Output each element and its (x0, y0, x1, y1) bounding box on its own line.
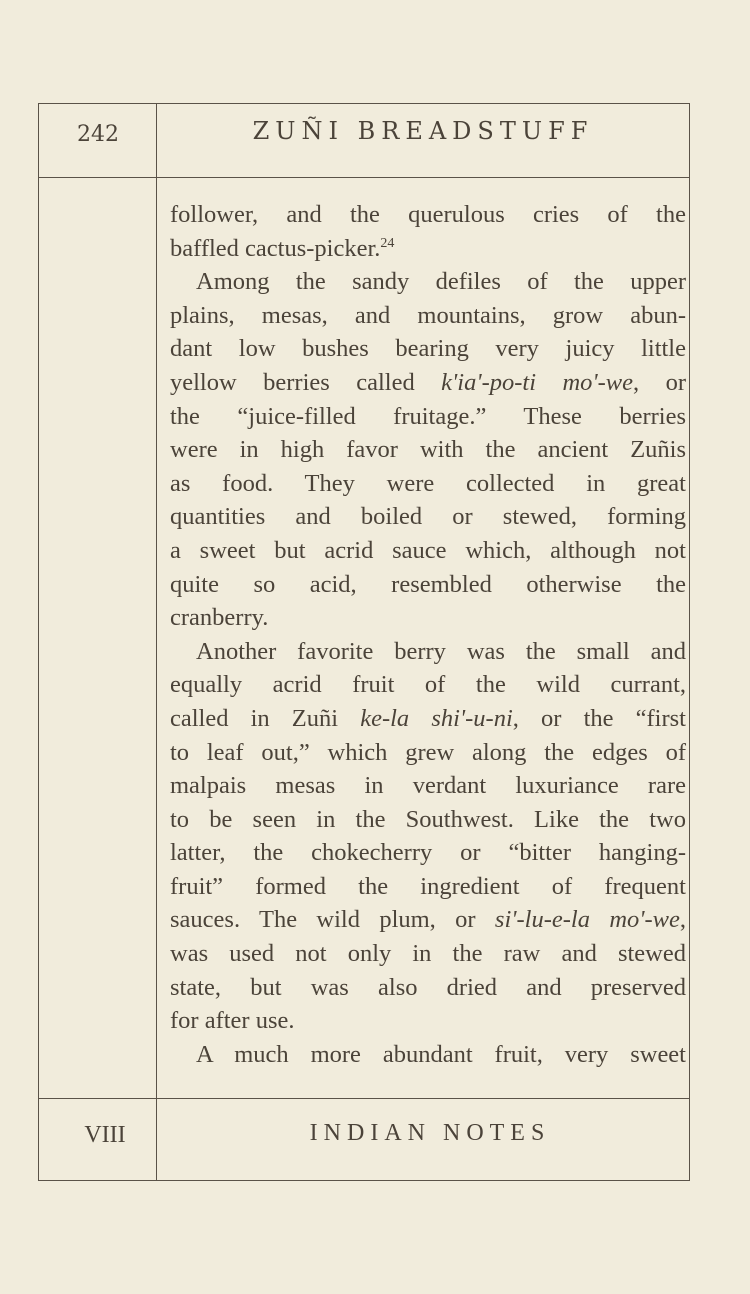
text-segment: fruit” formed the ingredient of frequent (170, 872, 686, 900)
text-segment: A much more abundant fruit, very sweet (196, 1040, 686, 1068)
series-title: INDIAN NOTES (309, 1120, 551, 1146)
text-segment: baffled cactus-picker. (170, 234, 381, 262)
text-line (170, 803, 686, 837)
running-title: ZUÑI BREADSTUFF (252, 117, 594, 145)
section-number: VIII (84, 1122, 126, 1148)
page-number: 242 (77, 122, 119, 147)
text-segment: yellow berries called (170, 368, 442, 396)
text-line (170, 400, 686, 434)
text-segment: to leaf out,” which grew along the edges of (170, 738, 686, 766)
text-segment: were in high favor with the ancient Zuñis (170, 436, 686, 464)
text-line (170, 635, 686, 669)
text-line (170, 702, 686, 736)
text-line (170, 870, 686, 904)
header-divider (38, 177, 690, 178)
text-segment: as food. They were collected in great (170, 469, 686, 497)
text-segment: state, but was also dried and preserved (170, 973, 686, 1001)
text-line (170, 500, 686, 534)
footer-divider (38, 1098, 690, 1099)
text-segment: plains, mesas, and mountains, grow abun- (170, 301, 686, 329)
text-segment: quite so acid, resembled otherwise the (170, 570, 686, 598)
text-segment: , or (633, 368, 686, 396)
text-line (170, 903, 686, 937)
text-line (170, 971, 686, 1005)
text-line (170, 1004, 686, 1038)
text-line (170, 937, 686, 971)
margin-divider (156, 103, 157, 1181)
text-line (170, 836, 686, 870)
text-segment: malpais mesas in verdant luxuriance rare (170, 772, 686, 800)
text-line (170, 467, 686, 501)
text-segment: a sweet but acrid sauce which, although not (170, 536, 686, 564)
text-line (170, 265, 686, 299)
text-line (170, 332, 686, 366)
text-line (170, 299, 686, 333)
text-segment: sauces. The wild plum, or (170, 906, 495, 934)
text-line (170, 1038, 686, 1072)
text-line (170, 568, 686, 602)
text-line (170, 736, 686, 770)
text-line (170, 668, 686, 702)
text-segment: equally acrid fruit of the wild currant, (170, 671, 686, 699)
text-segment: , or the “first (512, 704, 686, 732)
text-segment: to be seen in the Southwest. Like the two (170, 805, 686, 833)
text-line (170, 198, 686, 232)
text-line (170, 769, 686, 803)
text-segment: Among the sandy defiles of the upper (196, 268, 686, 296)
italic-term: k'ia'-po-ti mo'-we (441, 368, 633, 396)
text-line (170, 534, 686, 568)
text-segment: for after use. (170, 1007, 295, 1035)
text-segment: was used not only in the raw and stewed (170, 940, 686, 968)
text-segment: cranberry. (170, 604, 269, 632)
text-line (170, 433, 686, 467)
text-segment: dant low bushes bearing very juicy little (170, 335, 686, 363)
text-segment: follower, and the querulous cries of the (170, 201, 686, 228)
text-line (170, 601, 686, 635)
body-text (170, 198, 686, 1071)
text-segment: the “juice-filled fruitage.” These berries (170, 402, 686, 430)
text-segment: Another favorite berry was the small and (196, 637, 686, 665)
text-segment: quantities and boiled or stewed, forming (170, 503, 686, 531)
italic-term: si'-lu-e-la mo'-we (494, 906, 680, 934)
text-line (170, 366, 686, 400)
italic-term: ke-la shi'-u-ni (360, 704, 513, 732)
text-segment: , (679, 906, 686, 934)
text-segment: latter, the chokecherry or “bitter hanging- (170, 839, 686, 867)
text-segment: called in Zuñi (170, 704, 361, 732)
text-line (170, 232, 686, 266)
footnote-ref: 24 (380, 235, 395, 251)
